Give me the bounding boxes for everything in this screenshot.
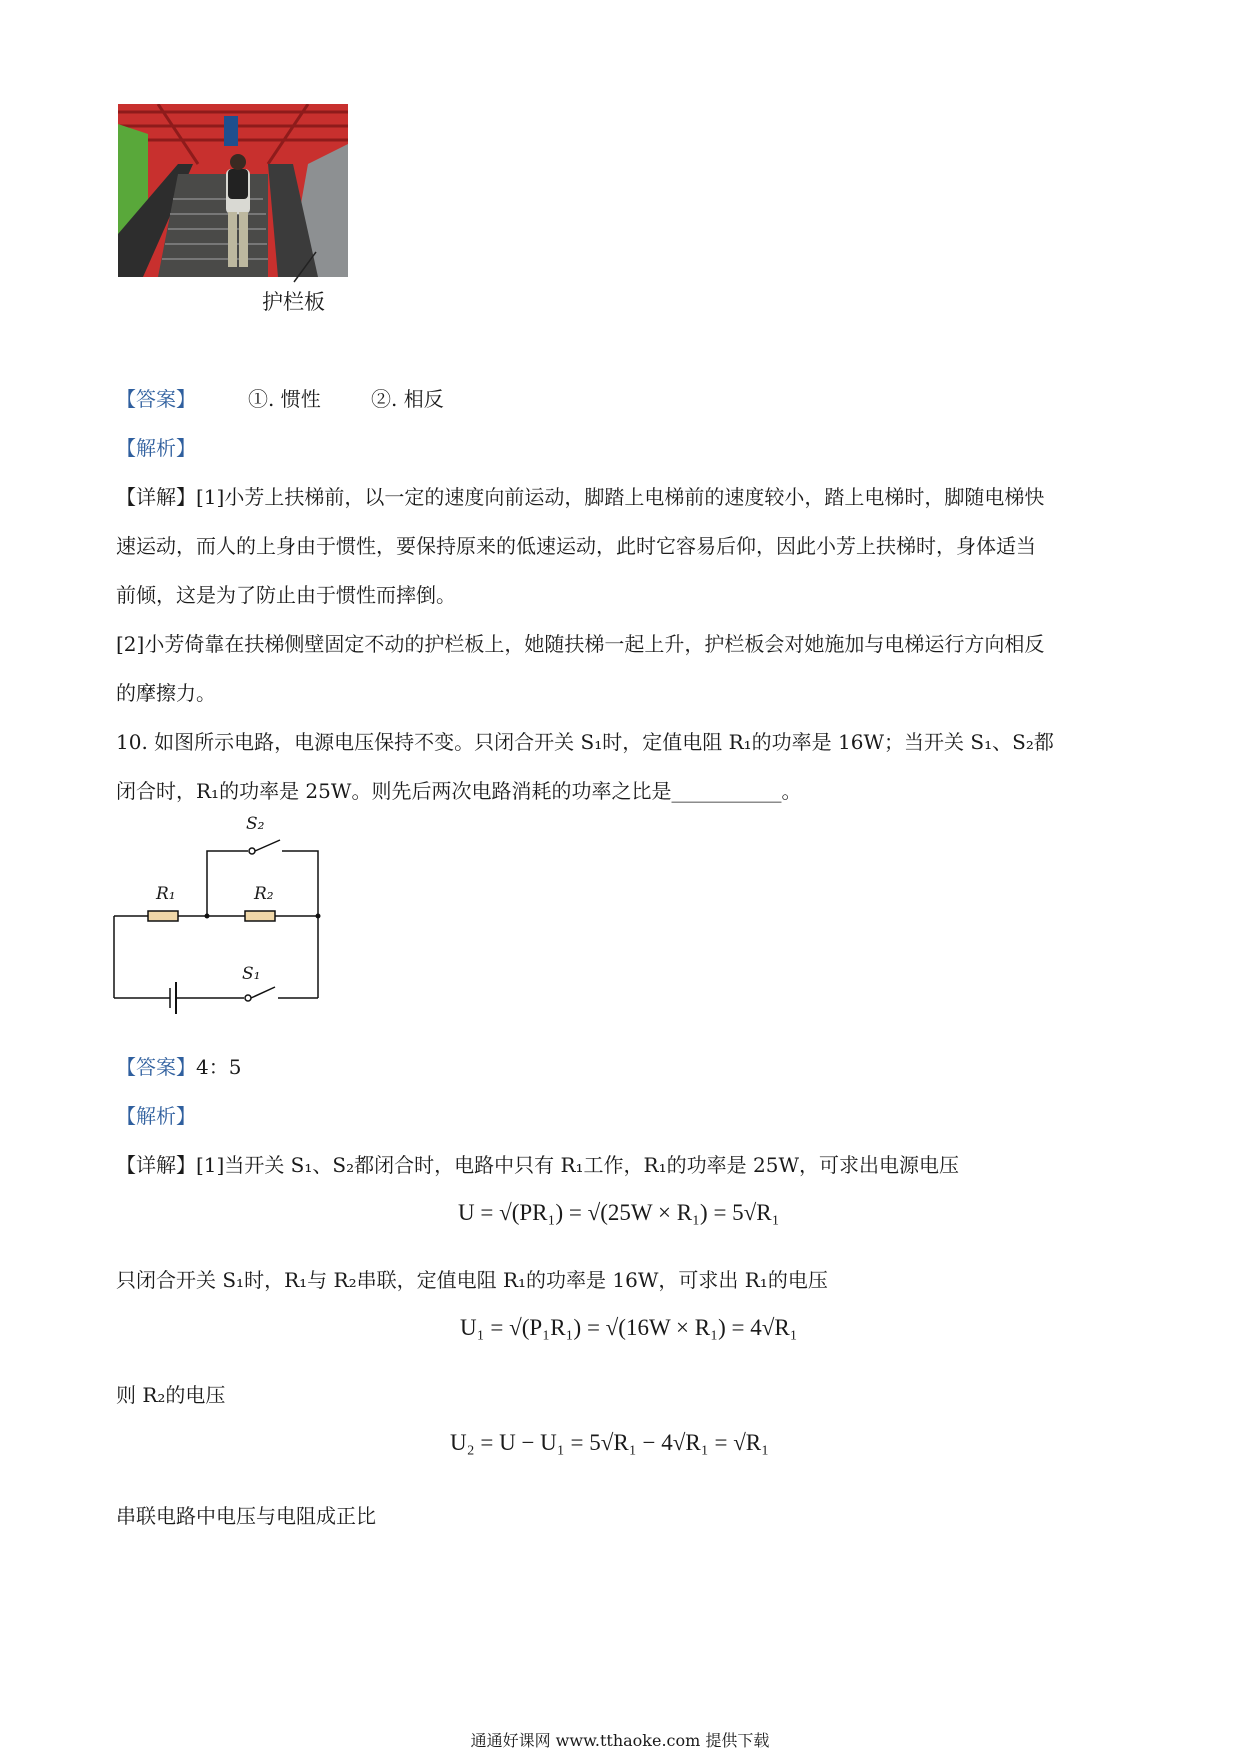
formula-1: U = √(PR₁) = √(25W × R₁) = 5√R₁ — [458, 1200, 780, 1225]
answer-1: ①. 惯性 — [248, 387, 321, 411]
detail-line: 【详解】[1]小芳上扶梯前，以一定的速度向前运动，脚踏上电梯前的速度较小，踏上电梯时，脚随电梯快 — [116, 485, 1045, 509]
figure-caption: 护栏板 — [262, 290, 325, 314]
footer-text: 通通好课网 www.tthaoke.com 提供下载 — [470, 1731, 770, 1750]
detail-line: 的摩擦力。 — [116, 681, 216, 705]
circuit-diagram — [110, 814, 330, 1018]
q9-detail — [116, 473, 1126, 718]
answer-2: ②. 相反 — [371, 387, 444, 411]
q10-question — [116, 718, 1126, 816]
answer-tag: 【答案】 — [116, 387, 196, 411]
question-line: 10. 如图所示电路，电源电压保持不变。只闭合开关 S₁时，定值电阻 R₁的功率是 16W；当开关 S₁、S₂都 — [116, 730, 1054, 754]
detail-line: 速运动，而人的上身由于惯性，要保持原来的低速运动，此时它容易后仰，因此小芳上扶梯时，身体适当 — [116, 534, 1036, 558]
r2-label: R₂ — [254, 884, 274, 904]
answer-blank: ___________ — [671, 779, 782, 803]
s2-label: S₂ — [246, 814, 265, 834]
q10-analysis-tag: 【解析】 — [116, 1104, 196, 1128]
detail-line: [2]小芳倚靠在扶梯侧壁固定不动的护栏板上，她随扶梯一起上升，护栏板会对她施加与电梯运行方向相反 — [116, 632, 1045, 656]
s1-label: S₁ — [242, 964, 261, 984]
detail-line: 前倾，这是为了防止由于惯性而摔倒。 — [116, 583, 456, 607]
caption-pointer-line — [290, 250, 320, 285]
q10-detail-line: 【详解】[1]当开关 S₁、S₂都闭合时，电路中只有 R₁工作，R₁的功率是 25W，可求出电源电压 — [116, 1153, 959, 1177]
q10-detail-line: 则 R₂的电压 — [116, 1383, 226, 1407]
question-line: 闭合时，R₁的功率是 25W。则先后两次电路消耗的功率之比是___________。 — [116, 779, 802, 803]
q10-detail-line: 串联电路中电压与电阻成正比 — [116, 1504, 376, 1528]
q10-answer: 【答案】4：5 — [116, 1055, 242, 1079]
formula-2: U₁ = √(P₁R₁) = √(16W × R₁) = 4√R₁ — [460, 1315, 798, 1340]
formula-3: U₂ = U − U₁ = 5√R₁ − 4√R₁ = √R₁ — [450, 1430, 770, 1455]
q10-detail-line: 只闭合开关 S₁时，R₁与 R₂串联，定值电阻 R₁的功率是 16W，可求出 R₁的电压 — [116, 1268, 828, 1292]
r1-label: R₁ — [156, 884, 176, 904]
analysis-tag: 【解析】 — [116, 436, 196, 460]
